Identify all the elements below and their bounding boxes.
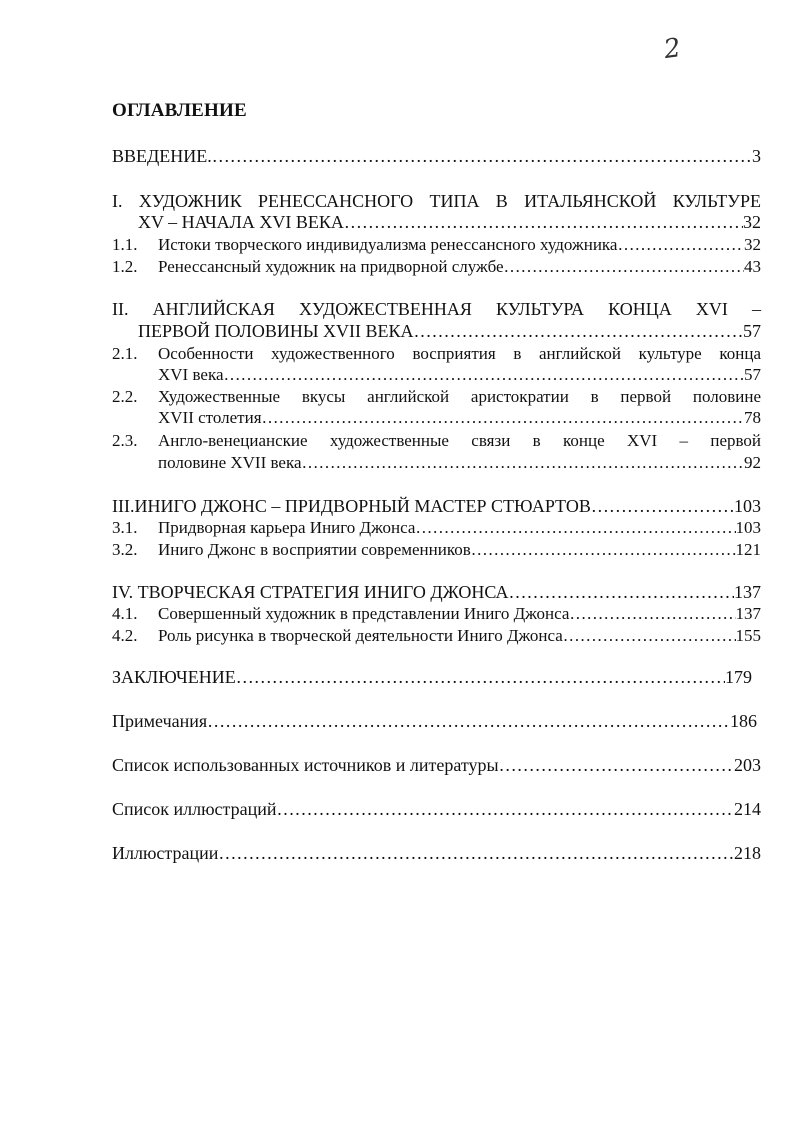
toc-entry-label: XVI века [158, 365, 224, 384]
toc-entry-notes [112, 710, 757, 732]
toc-page-number: 57 [744, 365, 761, 384]
toc-entry-section-1-1 [158, 234, 761, 256]
dot-leader [224, 364, 745, 386]
toc-page-number: 78 [744, 408, 761, 427]
toc-page-number: 155 [735, 626, 761, 645]
toc-page-number: 103 [735, 518, 761, 537]
toc-entry-chapter-4 [112, 581, 761, 603]
section-number: 2.1. [112, 344, 138, 363]
toc-title: ОГЛАВЛЕНИЕ [112, 100, 247, 121]
toc-entry-label: Совершенный художник в представлении Иниго Джонса [158, 604, 570, 623]
section-number: 1.1. [112, 235, 138, 254]
toc-entry-label: половине XVII века [158, 453, 302, 472]
toc-page-number: 92 [744, 453, 761, 472]
chapter-1-title-cont [138, 211, 761, 233]
section-2-3-title: Англо-венецианские художественные связи в конце XVI – первой [158, 431, 761, 450]
dot-leader [569, 603, 735, 625]
toc-entry-section-4-1 [158, 603, 761, 625]
toc-entry-label: XVII столетия [158, 408, 262, 427]
toc-entry-illustration-list [112, 798, 761, 820]
chapter-2-title-cont [138, 320, 761, 342]
section-number: 3.1. [112, 518, 138, 537]
toc-page-number: 43 [744, 257, 761, 276]
handwritten-page-number: 2 [661, 32, 683, 66]
toc-page-number: 214 [734, 799, 761, 819]
chapter-2-title: II. АНГЛИЙСКАЯ ХУДОЖЕСТВЕННАЯ КУЛЬТУРА КОНЦА XVI – [112, 299, 761, 319]
section-number: 2.3. [112, 431, 138, 450]
section-2-1-title: Особенности художественного восприятия в английской культуре конца [158, 344, 761, 363]
toc-page-number: 186 [730, 711, 757, 731]
toc-entry-label: ПЕРВОЙ ПОЛОВИНЫ XVII ВЕКА [138, 321, 414, 341]
toc-page-number: 3 [752, 146, 761, 166]
toc-entry-section-1-2 [158, 256, 761, 278]
toc-page-number: 103 [734, 496, 761, 516]
dot-leader [218, 842, 734, 864]
dot-leader [212, 145, 752, 167]
section-number: 1.2. [112, 257, 138, 276]
section-number: 2.2. [112, 387, 138, 406]
section-number: 4.2. [112, 626, 138, 645]
dot-leader [344, 211, 743, 233]
toc-page-number: 137 [735, 604, 761, 623]
toc-entry-section-2-1 [158, 364, 761, 386]
toc-entry-section-2-2 [158, 407, 761, 429]
toc-entry-label: Истоки творческого индивидуализма ренессансного художника [158, 235, 618, 254]
section-number: 4.1. [112, 604, 138, 623]
toc-page-number: 137 [734, 582, 761, 602]
toc-page-number: 121 [735, 540, 761, 559]
section-number: 3.2. [112, 540, 138, 559]
toc-entry-label: Роль рисунка в творческой деятельности Иниго Джонса [158, 626, 563, 645]
toc-entry-chapter-3 [112, 495, 761, 517]
toc-entry-label: ВВЕДЕНИЕ. [112, 146, 212, 166]
toc-page-number: 179 [725, 667, 752, 687]
toc-entry-label: IV. ТВОРЧЕСКАЯ СТРАТЕГИЯ ИНИГО ДЖОНСА [112, 582, 509, 602]
toc-entry-label: ЗАКЛЮЧЕНИЕ [112, 667, 236, 687]
toc-entry-label: Ренессансный художник на придворной службе [158, 257, 504, 276]
toc-page-number: 32 [744, 235, 761, 254]
dot-leader [617, 234, 744, 256]
toc-page-number: 203 [734, 755, 761, 775]
dot-leader [302, 452, 744, 474]
toc-page-number: 57 [743, 321, 761, 341]
toc-entry-section-2-3 [158, 452, 761, 474]
toc-page-number: 32 [743, 212, 761, 232]
dot-leader [508, 581, 734, 603]
toc-page-number: 218 [734, 843, 761, 863]
section-2-2-title: Художественные вкусы английской аристократии в первой половине [158, 387, 761, 406]
dot-leader [415, 517, 735, 539]
dot-leader [236, 666, 725, 688]
toc-entry-section-4-2 [158, 625, 761, 647]
toc-entry-label: XV – НАЧАЛА XVI ВЕКА [138, 212, 344, 232]
dot-leader [563, 625, 736, 647]
toc-entry-label: Придворная карьера Иниго Джонса [158, 518, 416, 537]
dot-leader [277, 798, 734, 820]
toc-entry-conclusion [112, 666, 752, 688]
toc-entry-label: Иниго Джонс в восприятии современников [158, 540, 471, 559]
toc-entry-illustrations [112, 842, 761, 864]
dot-leader [591, 495, 734, 517]
toc-entry-label: Примечания [112, 711, 208, 731]
toc-entry-label: Список иллюстраций [112, 799, 277, 819]
dot-leader [262, 407, 744, 429]
toc-entry-label: III.ИНИГО ДЖОНС – ПРИДВОРНЫЙ МАСТЕР СТЮАРТОВ [112, 496, 591, 516]
chapter-1-title: I. ХУДОЖНИК РЕНЕССАНСНОГО ТИПА В ИТАЛЬЯНСКОЙ КУЛЬТУРЕ [112, 191, 761, 211]
dot-leader [207, 710, 730, 732]
toc-entry-section-3-1 [158, 517, 761, 539]
dot-leader [471, 539, 736, 561]
dot-leader [414, 320, 743, 342]
dot-leader [504, 256, 744, 278]
dot-leader [499, 754, 734, 776]
toc-entry-sources [112, 754, 761, 776]
toc-entry-label: Список использованных источников и литературы [112, 755, 499, 775]
toc-entry-label: Иллюстрации [112, 843, 219, 863]
toc-entry-section-3-2 [158, 539, 761, 561]
toc-entry-introduction [112, 145, 761, 167]
